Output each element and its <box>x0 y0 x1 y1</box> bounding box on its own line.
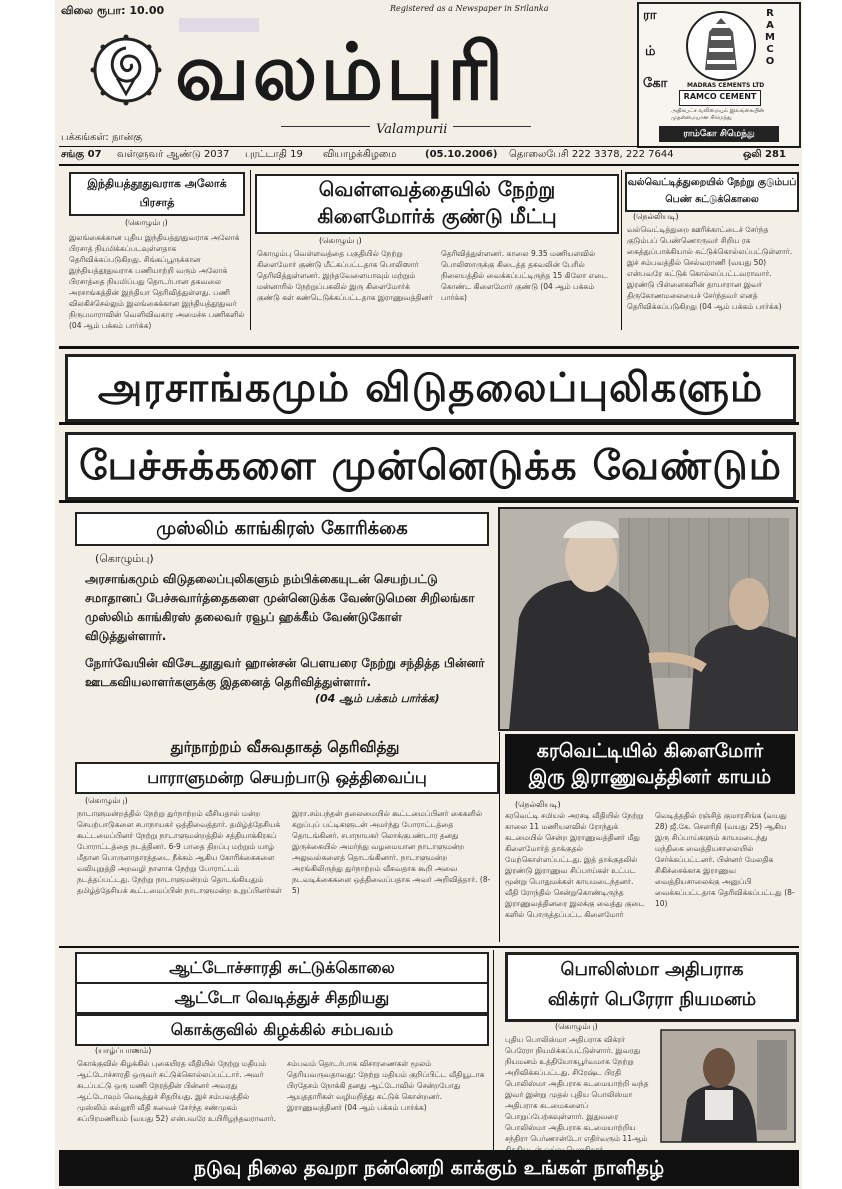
karaveddi-story-body: கரவெட்டி சமியல் அரசடி வீதியில் நேற்று காலை 11 மணியளவில் ரோந்துக் கடமையில் சென்ற இராணுவத்தினர் மீது கிளைமோர்த் தாக்குதல் மேற்கொள்ளப்பட்டது. இத் தாக்குதலில் இரண்டு இராணுவ சிப்பாய்கள் உட்பட மூன்று பொதுமக்கள் காயமடைந்தனர். வீதி ரோந்தில் சென்றுகொண்டிருந்த இராணுவத்தினரை இலக்கு வைத்து குடை களில் பொருத்தப்பட்ட கிளைமோர் வெடித்ததில் ரஞ்சித் குமாரசிங்க (வயது 28) ஜீ.கே. சௌரிநி (வயது 25) ஆகிய இரு சிப்பாய்களும் காயமடைந்து மந்திகை வைத்தியசாலையில் சேர்க்கப்பட்டனர். பின்னர் மேலதிக சிகிச்சைக்காக இராணுவ வைத்தியசாலைக்கு அனுப்பி வைக்கப்பட்டதாக தெரிவிக்கப்பட்டது (8-10) <box>505 811 795 919</box>
column-rule <box>499 732 500 942</box>
karaveddi-headline-2: இரு இராணுவத்தினர் காயம் <box>528 766 772 788</box>
karaveddi-headline-box <box>505 734 795 794</box>
auto-headline-3: கொக்குவில் கிழக்கில் சம்பவம் <box>75 1014 489 1046</box>
phone-numbers: தொலைபேசி 222 3378, 222 7644 <box>509 149 674 160</box>
price-label: விலை ரூபா: 10.00 <box>61 4 165 17</box>
ramco-ad <box>637 2 801 148</box>
dateline-rule-top <box>59 146 799 147</box>
column-rule <box>621 170 622 330</box>
dateline-rule-bottom <box>59 164 799 166</box>
ad-brand-vertical: RAMCO <box>765 8 775 67</box>
masthead-title: வலம்புரி <box>175 28 507 118</box>
ad-product-box <box>679 90 761 106</box>
karaveddi-dateline: (நெல்லியடி) <box>515 800 561 809</box>
issue-date: (05.10.2006) <box>425 149 498 160</box>
police-headline-1: பொலிஸ்மா அதிபராக <box>560 959 744 980</box>
auto-headline-2: ஆட்டோ வெடித்துச் சிதறியது <box>75 982 489 1014</box>
weekday: வியாழக்கிழமை <box>323 149 397 160</box>
karaveddi-headline-1: கரவெட்டியில் கிளைமோர் <box>536 740 764 762</box>
ad-company: MADRAS CEMENTS LTD <box>687 82 765 89</box>
section-rule <box>59 946 799 948</box>
issue-number: ஒலி 281 <box>743 149 786 160</box>
volume: சங்கு 07 <box>61 149 102 160</box>
parliament-headline-2: பாராளுமன்ற செயற்பாடு ஒத்திவைப்பு <box>75 762 499 794</box>
right-dateline: (நெல்லியடி) <box>633 212 679 221</box>
center-dateline: (கொழும்பு) <box>319 236 362 245</box>
parliament-headline-1: துர்நாற்றம் வீசுவதாகத் தெரிவித்து <box>170 738 400 756</box>
center-headline: வெள்ளவத்தையில் நேற்று கிளைமோர்க் குண்டு மீட்பு <box>255 174 619 234</box>
lead-dateline: (கொழும்பு) <box>95 552 154 565</box>
thiruvalluvar-year: வள்ளுவர் ஆண்டு 2037 <box>117 149 230 160</box>
tamil-month: புரட்டாதி 19 <box>245 149 303 160</box>
footer-slogan: நடுவு நிலை தவறா நன்னெறி காக்கும் உங்கள் நாளிதழ் <box>193 1157 665 1179</box>
left-dateline: (கொழும்பு) <box>125 218 168 227</box>
page-count: பக்கங்கள்: நான்கு <box>61 132 143 143</box>
police-story-body: புதிய பொலிஸ்மா அதிபராக விக்ரர் பெரேரா நியமிக்கப்பட்டுள்ளார். இவரது நியமனம் உத்தியோகபூர்வமாக நேற்று அறிவிக்கப்பட்டது. சிரேஷ்ட பிரதி பொலிஸ்மா அதிபராக கடமையாற்றி வந்த இவர் இன்று முதல் புதிய பொலிஸ்மா அதிபராக கடமைகளைப் பொறுப்பேற்கவுள்ளார். இதுவரை பொலிஸ்மா அதிபராக கடமையாற்றிய சந்திரா பெர்ணான்டோ எதிர்வரும் 11ஆம் <box>505 1035 649 1143</box>
police-headline-box <box>505 952 799 1022</box>
banner-line-2: பேச்சுக்களை முன்னெடுக்க வேண்டும் <box>65 432 796 500</box>
police-headline-2: விக்ரர் பெரேரா நியமனம் <box>547 989 757 1010</box>
left-story-body: இலங்கைக்கான புதிய இந்தியத்தூதுவராக அலோக் பிரசாத் நியமிக்கப்படவுள்ளதாக தெரிவிக்கப்படுகிறது. சிங்கப்பூருக்கான இந்தியத்தூதுவராக பணியாற்றி வரும் அலோக் பிரசாத்தை நியமிப்பது தொடர்பான தகவலை அரசாங்கத்தின் இந்தியா தெரிவித்துள்ளது. பணி விலகிச்செல்லும் இலங்கைக்கான இந்தியத்தூதுவர் நிருபமாராவின் வெளிவிவகார அமைச்சு பணிகளில் (04 ஆம் பக்கம் பார்க்க) <box>69 233 245 330</box>
parliament-dateline: (கொழும்பு) <box>85 796 128 805</box>
handshake-photo <box>499 508 797 730</box>
conch-logo-icon <box>91 34 161 106</box>
police-dateline: (கொழும்பு) <box>555 1022 598 1031</box>
lead-headline: முஸ்லிம் காங்கிரஸ் கோரிக்கை <box>75 512 489 546</box>
left-headline: இந்தியத்தூதுவராக அலோக் பிரசாத் <box>69 172 245 216</box>
column-rule <box>493 950 494 1150</box>
column-rule <box>250 170 251 330</box>
ad-letter-1: ரா <box>643 8 657 23</box>
ad-letter-3: கோ <box>643 76 668 91</box>
lead-continued: (04 ஆம் பக்கம் பார்க்க) <box>315 692 440 705</box>
ad-tagline: அதிகபட்ச வலிமையும் இலங்கையின் முதன்மையான சிமெந்து <box>671 108 765 121</box>
ad-product: RAMCO CEMENT <box>683 92 757 101</box>
auto-story-body: கொக்குவில் கிழக்கில் புகையிரத வீதியில் நேற்று மதியம் ஆட்டோச்சாரதி ஒருவர் சுட்டுக்கொல்லப்பட்டார். அவர் சுடப்பட்டு ஒரு மணி நேரத்தின் பின்னர் அவரது ஆட்டோவும் வெடித்துச் சிதறியது. இச் சம்பவத்தில் முஸ்லிம் கல்லூரி வீதி சுவைச் சேர்ந்த சண்முகம் சுப்பிரமணியம் (வயது 52) என்பவரே உயிரிழந்தவராவார். சம்பவம் தொடர்பாக விசாரணைகள் மூலம் தெரியவருவதாவது: நேற்று மதியம் குறிப்பிட்ட வீதியூடாக பிரதேசம் நோக்கி தனது ஆட்டோவில் சென்றபோது ஆயுததாரிகள் வழிமறித்து சுட்டுக் கொன்றனர். இராணுவத்தினர் (04 ஆம் பக்கம் பார்க்க) <box>77 1059 485 1123</box>
parliament-story-body: நாடாளுமன்றத்தில் நேற்று துர்நாற்றம் வீசியதால் மன்ற செயற்பாடுகளை சபாநாயகர் ஒத்திவைத்தார். தமிழ்த்தேசியக் கூட்டமைப்பினர் நேற்று நாடாளுமன்றத்தில் சத்தியாக்கிரகப் போராட்டத்தை நடத்தினர். 6-9 பாதை திறப்பு மற்றும் யாழ் மீதான பொருளாதாரத்தடை நீக்கம் ஆகிய கோரிக்கைகளை வலியுறுத்தி அறவழி நாளாக நேற்று போராட்டம் நடத்தப்பட்டது. நேற்று நாடாளுமன்றம் தொடங்கியதும் தமிழ்த்தேசியக் கூட்டமைப்பின் நாடாளுமன்ற உறுப்பினர்கள் இரா.சம்பந்தன் தலைமையில் கூட்டமைப்பினர் கைகளில் கறுப்புப் பட்டிகளுடன் அமர்ந்து போராட்டத்தை தொடங்கினர். சபாநாயகர் லொக்குபண்டார தனது இருக்கையில் அமர்ந்து வழமையான நாடாளுமன்ற அலுவல்களைத் தொடங்கினார். நாடாளுமன்ற அரங்கிலிருந்து துர்நாற்றம் வீசுவதாக கூறி அவை நடவடிக்கைகளை ஒத்திவைப்பதாக அவர் அறிவித்தார். (8-5) <box>77 809 491 895</box>
temple-tower-icon <box>683 10 759 82</box>
center-story-body: கொழும்பு வெள்ளவத்தை பகுதியில் நேற்று கிளைமோர் குண்டு மீட்கப்பட்டதாக பொலிஸார் தெரிவித்துள்ளனர். இந்தவேளையாவும் மற்றும் மன்னாரில் நேற்றுப்பகலில் இரு கிளைமோர்க் குண்டு கள் கண்டெடுக்கப்பட்டதாக இராணுவத்தினர் தெரிவித்துள்ளனர். காலை 9.35 மணியளவில் பொலிஸாருக்கு கிடைத்த தகவலின் பேரில் நிலையத்தில் வைக்கப்பட்டிருந்த 15 கிலோ எடை கொண்ட கிளைமோர் குண்டு (04 ஆம் பக்கம் பார்க்க) <box>257 249 608 302</box>
banner-line-1: அரசாங்கமும் விடுதலைப்புலிகளும் <box>65 354 796 422</box>
banner-rule-top <box>59 346 799 349</box>
newspaper-page <box>55 0 802 1189</box>
auto-headline-1: ஆட்டோச்சாரதி சுட்டுக்கொலை <box>75 952 489 984</box>
banner-rule-mid <box>59 422 799 425</box>
masthead-subtitle: Valampurii <box>370 122 453 137</box>
ad-cement-label: ராம்கோ சிமெந்து <box>659 126 779 142</box>
registered-note: Registered as a Newspaper in Srilanka <box>390 4 549 13</box>
auto-dateline: (யாழ்ப்பாணம்) <box>95 1046 152 1055</box>
lead-paragraph-2: நோர்வேயின் விசேடதூதுவர் ஹான்சன் பௌயரை நேற்று சந்தித்த பின்னர் ஊடகவியலாளர்களுக்கு இதனைத் தெரிவித்துள்ளார். <box>85 656 485 689</box>
ad-letter-2: ம் <box>645 44 656 59</box>
lead-paragraph-1: அரசாங்கமும் விடுதலைப்புலிகளும் நம்பிக்கையுடன் செயற்பட்டு சமாதானப் பேச்சுவார்த்தைகளை முன்னெடுக்க வேண்டுமென சிறிலங்கா முஸ்லிம் காங்கிரஸ் தலைவர் ரவூப் ஹக்கீம் வேண்டுகோள் விடுத்துள்ளார். <box>85 572 475 643</box>
right-story-body: வல்வெட்டித்துறை ஊரிக்காட்டைச் சேர்ந்த குடும்பப் பெண்ணொருவர் சிறிய ரக கைத்துப்பாக்கியால் சுட்டுக்கொல்லப்பட்டுள்ளார். இச் சம்பவத்தில் செல்வராணி (வயது 50) என்பவரே சுட்டுக் கொல்லப்பட்டவராவார். இரண்டு பிள்ளைகளின் தாயாரான இவர் திருகோணமலையைச் சேர்ந்தவர் எனத் தெரிவிக்கப்படுகிறது (04 ஆம் பக்கம் பார்க்க) <box>627 225 793 311</box>
banner-rule-bottom <box>59 500 799 503</box>
right-headline: வல்வெட்டித்துறையில் நேற்று குடும்பப் பெண் சுட்டுக்கொலை <box>625 172 799 212</box>
police-chief-photo <box>661 1030 795 1142</box>
